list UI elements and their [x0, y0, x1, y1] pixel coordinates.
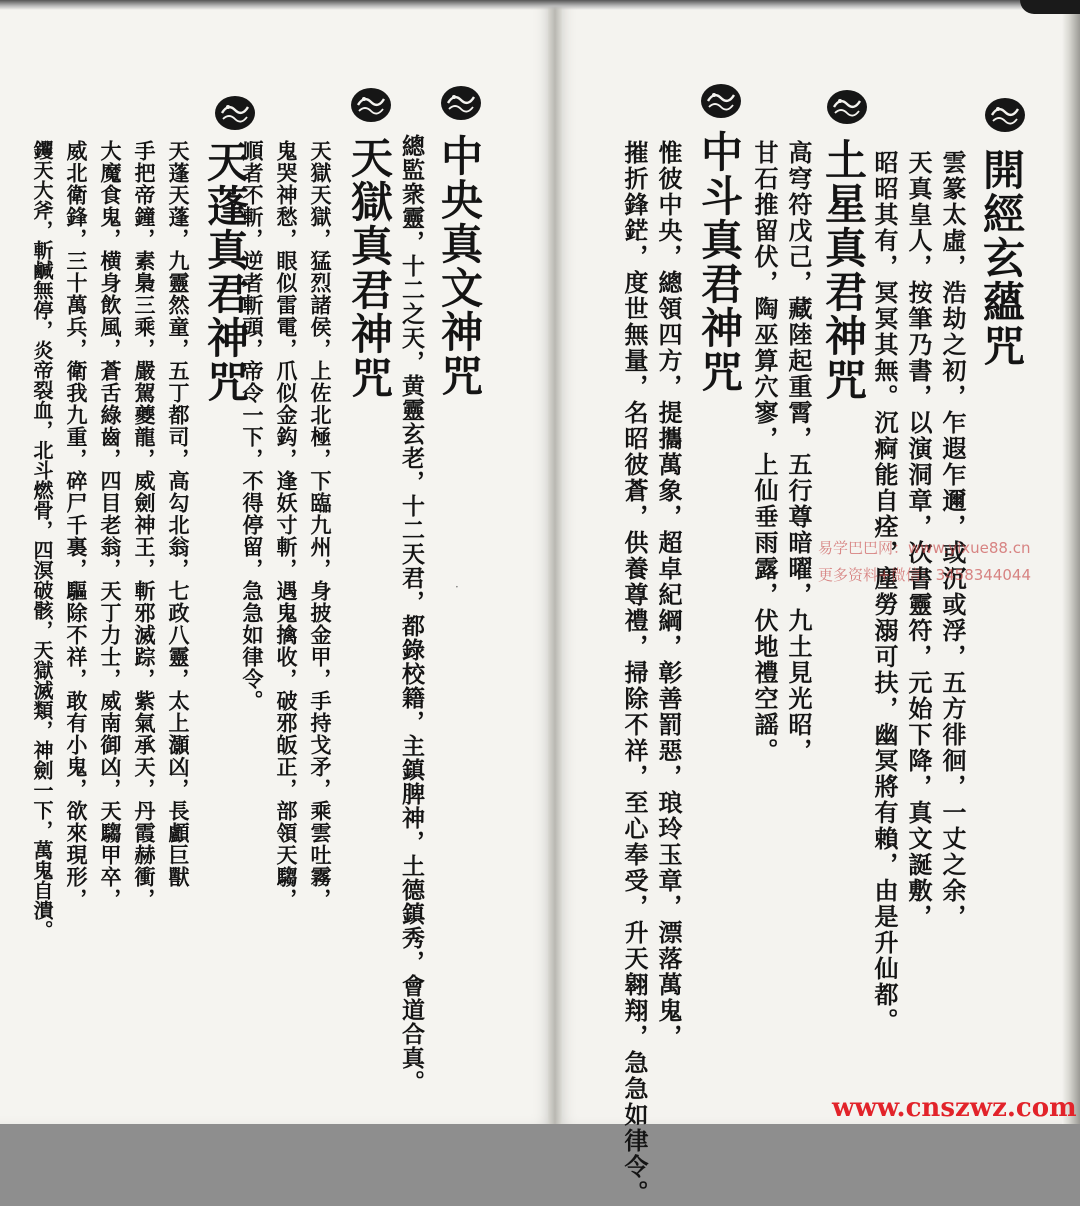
page-edge	[1062, 0, 1080, 1124]
section-title: 天獄真君神咒	[345, 136, 394, 400]
verse-line: 钁天大斧，斬鹹無停，炎帝裂血，北斗燃骨，四溟破骸，天獄滅類，神劍一下，萬鬼自潰。	[30, 140, 54, 940]
verse-line: 摧折鋒鋩，度世無量，名昭彼蒼，供養尊禮，掃除不祥，至心奉受，升天翱翔，急急如律令。	[620, 140, 649, 1206]
section-title: 開經玄蘊咒	[977, 148, 1026, 368]
verse-line: 順者不斬，逆者斬頭，帝令一下，不得停留，急急如律令。	[240, 140, 265, 712]
section-emblem-icon	[440, 84, 482, 122]
section-emblem-icon	[984, 96, 1026, 134]
section-emblem-icon	[700, 82, 742, 120]
watermark-text: 更多资料+微信：3458344044	[818, 566, 1032, 584]
verse-line: 甘石推留伏，陶巫算穴寥，上仙垂雨露，伏地禮空謡。	[750, 140, 779, 764]
verse-line: 天蓬天蓬，九靈然童，五丁都司，高勾北翁，七政八靈，太上灝凶，長顱巨獸	[166, 140, 191, 888]
verse-line: 天獄天獄，猛烈諸侯，上佐北極，下臨九州，身披金甲，手持戈矛，乘雲吐霧，	[308, 140, 333, 910]
verse-line: 高穹符戊己，藏陸起重霄，五行尊暗曜，九土見光昭，	[784, 140, 813, 764]
verse-line: 手把帝鐘，素梟三乘，嚴駕夔龍，威劍神王，斬邪滅踪，紫氣承天，丹霞赫衝，	[132, 140, 157, 910]
corner-shadow	[1020, 0, 1080, 14]
section-emblem-icon	[826, 88, 868, 126]
section-emblem-icon	[350, 86, 392, 124]
section-title: 天蓬真君神咒	[201, 140, 250, 404]
section-emblem-icon	[214, 94, 256, 132]
verse-line: 威北衛鋒，三十萬兵，衛我九重，碎尸千裏，驅除不祥，敢有小鬼，欲來現形，	[64, 140, 89, 910]
verse-line: 雲篆太虛，浩劫之初，乍遐乍邇，或沉或浮，五方徘徊，一丈之余，	[938, 150, 967, 930]
site-watermark: www.cnszwz.com	[832, 1093, 1077, 1123]
book-gutter	[548, 0, 562, 1124]
section-title: 中央真文神咒	[435, 134, 484, 398]
verse-line: 大魔食鬼，横身飲風，蒼舌綠齒，四目老翁，天丁力士，威南御凶，天騶甲卒，	[98, 140, 123, 910]
section-title: 土星真君神咒	[819, 138, 868, 402]
verse-line: 總監衆靈，十二之天，黄靈玄老，十二天君，都錄校籍，主鎮脾神，土德鎮秀，會道合真。	[398, 134, 425, 1094]
section-title: 中斗真君神咒	[695, 130, 744, 394]
print-speck: ·	[455, 580, 459, 594]
verse-line: 天真皇人，按筆乃書，以演洞章，次書靈符，元始下降，真文誕敷，	[904, 150, 933, 930]
top-edge	[0, 0, 1080, 10]
verse-line: 惟彼中央，總領四方，提攜萬象，超卓紀綱，彰善罰惡，琅玲玉章，漂落萬鬼，	[654, 140, 683, 1050]
watermark-text: 易学巴巴网：www.yixue88.cn	[818, 539, 1031, 557]
verse-line: 鬼哭神愁，眼似雷電，爪似金鈎，逢妖寸斬，遇鬼擒收，破邪皈正，部領天騶，	[274, 140, 299, 910]
verse-line: 昭昭其有，冥冥其無。沉痾能自痊，塵勞溺可扶，幽冥將有賴，由是升仙都。	[870, 150, 899, 1034]
